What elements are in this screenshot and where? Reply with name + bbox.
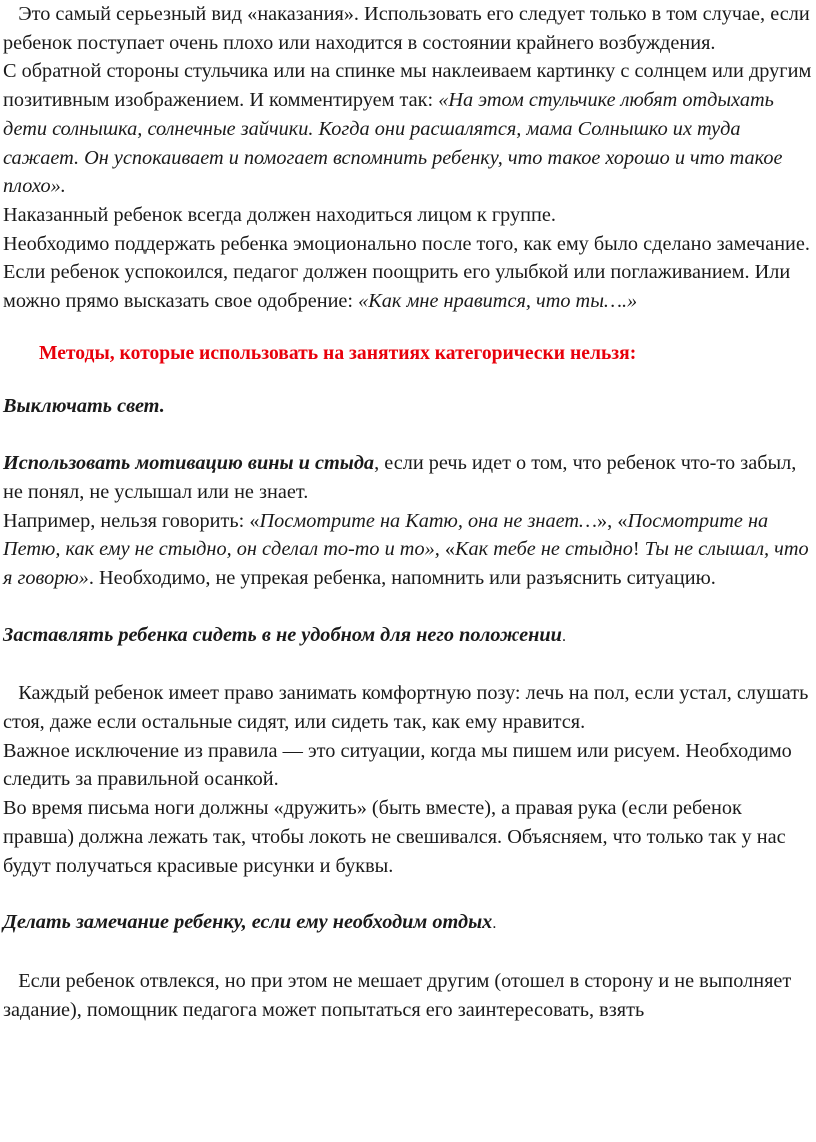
quote-sun-chair: «На этом стульчике любят отдыхать дети солнышка, солнечные зайчики. Когда они расшалятся, мама Солнышко их туда сажает. Он успокаивает и помогает вспомнить ребенку, что такое хорошо и что такое плохо». — [3, 89, 783, 198]
method-heading-rest: Делать замечание ребенку, если ему необходим отдых. — [3, 911, 497, 934]
method-title-lights-off: Выключать свет. — [3, 395, 165, 418]
paragraph-writing-posture: Во время письма ноги должны «дружить» (быть вместе), а правая рука (если ребенок правша) должна лежать так, чтобы локоть не свешивался. Объясняем, что только так у нас будут получаться красивые рисунки и буквы. — [3, 797, 786, 877]
paragraph-distracted-child: Если ребенок отвлекся, но при этом не мешает другим (отошел в сторону и не выполняет задание), помощник педагога может попытаться его заинтересовать, взять — [3, 969, 797, 1021]
method-title-rest: Делать замечание ребенку, если ему необходим отдых — [3, 911, 493, 934]
paragraph-comfortable-pose: Каждый ребенок имеет право занимать комфортную позу: лечь на пол, если устал, слушать стоя, даже если остальные сидят, или сидеть так, как ему нравится. — [3, 682, 814, 734]
paragraph-face-group: Наказанный ребенок всегда должен находиться лицом к группе. — [3, 203, 556, 226]
paragraph-chair-picture: С обратной стороны стульчика или на спинке мы наклеиваем картинку с солнцем или другим позитивным изображением. И комментируем так: «На этом стульчике любят отдыхать дети солнышка, солнечные зайчики. Когда они расшалятся, мама Солнышко их туда сажает. Он успокаивает и помогает вспомнить ребенку, что такое хорошо и что такое плохо». — [3, 60, 812, 198]
method-heading-uncomfortable-position: Заставлять ребенка сидеть в не удобном для него положении. — [3, 623, 566, 646]
method-title-uncomfortable-position: Заставлять ребенка сидеть в не удобном для него положении — [3, 623, 562, 646]
paragraph-posture-exception: Важное исключение из правила — это ситуации, когда мы пишем или рисуем. Необходимо следить за правильной осанкой. — [3, 739, 792, 791]
method-title-guilt-shame: Использовать мотивацию вины и стыда — [3, 452, 375, 475]
paragraph-guilt-shame: Использовать мотивацию вины и стыда, если речь идет о том, что ребенок что-то забыл, не понял, не услышал или не знает. — [3, 452, 797, 503]
section-heading-forbidden-methods: Методы, которые использовать на занятиях категорически нельзя: — [39, 342, 637, 364]
paragraph-emotional-support: Необходимо поддержать ребенка эмоционально после того, как ему было сделано замечание. Если ребенок успокоился, педагог должен поощрить его улыбкой или поглаживанием. Или можно прямо высказать свое одобрение: «Как мне нравится, что ты….» — [3, 232, 810, 313]
paragraph-punishment-intro: Это самый серьезный вид «наказания». Использовать его следует только в том случае, если ребенок поступает очень плохо или находится в состоянии крайнего возбуждения. — [3, 3, 815, 54]
quote-approval: «Как мне нравится, что ты….» — [358, 290, 638, 313]
paragraph-guilt-examples: Например, нельзя говорить: «Посмотрите на Катю, она не знает…», «Посмотрите на Петю, как ему не стыдно, он сделал то-то и то», «Как тебе не стыдно! Ты не слышал, что я говорю». Необходимо, не упрекая ребенка, напомнить или разъяснить ситуацию. — [3, 509, 809, 589]
